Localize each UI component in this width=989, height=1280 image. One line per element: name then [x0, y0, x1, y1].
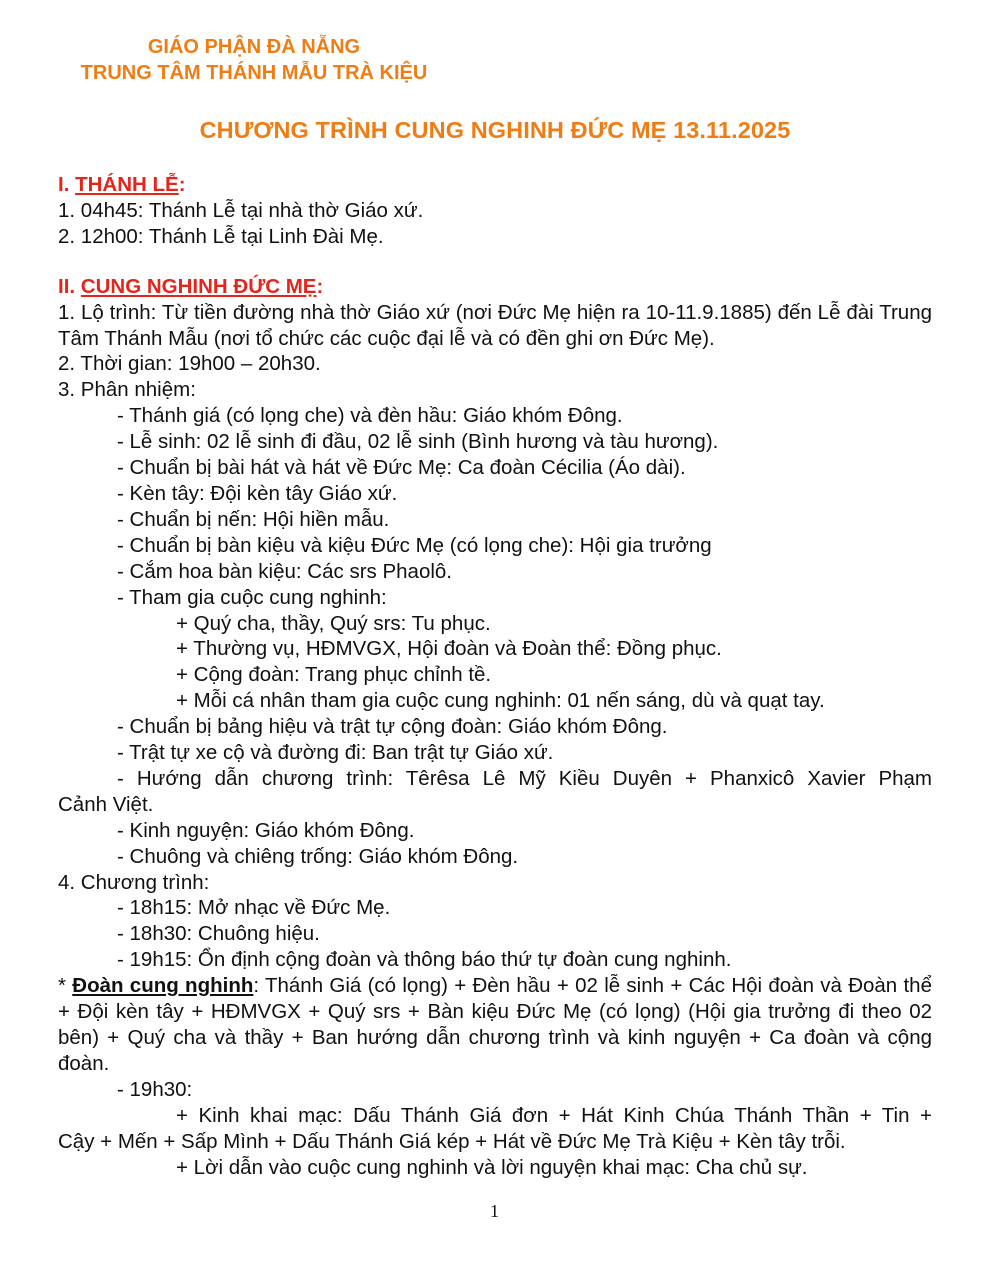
procession-star: *	[58, 974, 73, 998]
assignment-item: - Chuẩn bị bàn kiệu và kiệu Đức Mẹ (có lọng che): Hội gia trưởng	[117, 533, 712, 557]
diocese-name: GIÁO PHẬN ĐÀ NẴNG	[147, 36, 361, 58]
program-item: - 18h30: Chuông hiệu.	[117, 922, 320, 946]
procession-text: : Thánh Giá (có lọng) + Đèn hầu + 02 lễ sinh + Các Hội đoàn và Đoàn thể + Đội kèn tây + HĐMVGX + Quý srs + Bàn kiệu Đức Mẹ (có lọng) (Hội gia trưởng đi theo 02 bên) + Quý cha và thầy + Ban hướng dẫn chương trình và kinh nguyện + Ca đoàn và cộng đoàn.	[58, 974, 932, 1075]
assignment-item: - Cắm hoa bàn kiệu: Các srs Phaolô.	[117, 559, 452, 583]
assignment-item: - Tham gia cuộc cung nghinh:	[117, 585, 387, 609]
section-1-title: THÁNH LỄ	[75, 173, 179, 196]
section-2-colon: :	[316, 274, 324, 298]
assignment-item: - Trật tự xe cộ và đường đi: Ban trật tự Giáo xứ.	[117, 741, 554, 765]
assignment-item: - Chuông và chiêng trống: Giáo khóm Đông.	[117, 844, 519, 868]
participant-item: + Thường vụ, HĐMVGX, Hội đoàn và Đoàn thể: Đồng phục.	[176, 637, 722, 661]
section-2-title: CUNG NGHINH ĐỨC MẸ	[80, 274, 317, 298]
section-1-heading	[58, 172, 932, 198]
assignment-item: - Chuẩn bị bài hát và hát về Đức Mẹ: Ca đoàn Cécilia (Áo dài).	[117, 456, 686, 480]
page-number: 1	[490, 1201, 499, 1221]
assignment-item: - Lễ sinh: 02 lễ sinh đi đầu, 02 lễ sinh (Bình hương và tàu hương).	[117, 430, 719, 454]
assignment-item: - Chuẩn bị nến: Hội hiền mẫu.	[117, 507, 390, 531]
section-1-colon: :	[178, 173, 186, 196]
program-item: - 19h30:	[117, 1077, 193, 1101]
participant-item: + Quý cha, thầy, Quý srs: Tu phục.	[176, 611, 491, 635]
participant-item: + Cộng đoàn: Trang phục chỉnh tề.	[176, 663, 492, 687]
mass-item: 2. 12h00: Thánh Lễ tại Linh Đài Mẹ.	[58, 224, 384, 248]
assignment-label: 3. Phân nhiệm:	[58, 378, 196, 402]
organization-header	[58, 34, 450, 86]
time-line: 2. Thời gian: 19h00 – 20h30.	[58, 352, 321, 376]
mass-item: 1. 04h45: Thánh Lễ tại nhà thờ Giáo xứ.	[58, 198, 424, 222]
program-item: - 18h15: Mở nhạc về Đức Mẹ.	[117, 896, 391, 920]
section-2-heading	[58, 274, 932, 300]
intro-line: + Lời dẫn vào cuộc cung nghinh và lời nguyện khai mạc: Cha chủ sự.	[176, 1155, 808, 1179]
assignment-item: - Thánh giá (có lọng che) và đèn hầu: Giáo khóm Đông.	[117, 404, 623, 428]
document-page	[58, 34, 932, 1180]
assignment-item: - Kinh nguyện: Giáo khóm Đông.	[117, 818, 415, 842]
guide-line-2: Cảnh Việt.	[58, 792, 154, 816]
section-1-number: I.	[58, 173, 76, 196]
program-item: - 19h15: Ổn định cộng đoàn và thông báo thứ tự đoàn cung nghinh.	[117, 948, 732, 972]
opening-line-2: Cậy + Mến + Sấp Mình + Dấu Thánh Giá kép + Hát về Đức Mẹ Trà Kiệu + Kèn tây trỗi.	[58, 1129, 846, 1153]
center-name: TRUNG TÂM THÁNH MẪU TRÀ KIỆU	[80, 62, 428, 84]
assignment-item: - Kèn tây: Đội kèn tây Giáo xứ.	[117, 481, 398, 505]
assignment-item: - Chuẩn bị bảng hiệu và trật tự cộng đoàn: Giáo khóm Đông.	[117, 715, 668, 739]
section-2-number: II.	[58, 274, 81, 298]
participant-item: + Mỗi cá nhân tham gia cuộc cung nghinh: 01 nến sáng, dù và quạt tay.	[176, 689, 825, 713]
route-paragraph: 1. Lộ trình: Từ tiền đường nhà thờ Giáo xứ (nơi Đức Mẹ hiện ra 10-11.9.1885) đến Lễ đài Trung Tâm Thánh Mẫu (nơi tổ chức các cuộc đại lễ và có đền ghi ơn Đức Mẹ).	[58, 300, 932, 350]
guide-line-1: - Hướng dẫn chương trình: Têrêsa Lê Mỹ Kiều Duyên + Phanxicô Xavier Phạm	[117, 766, 932, 790]
program-label: 4. Chương trình:	[58, 870, 210, 894]
opening-line-1: + Kinh khai mạc: Dấu Thánh Giá đơn + Hát Kinh Chúa Thánh Thần + Tin +	[176, 1103, 932, 1127]
document-title: CHƯƠNG TRÌNH CUNG NGHINH ĐỨC MẸ 13.11.2025	[199, 117, 791, 143]
procession-paragraph	[58, 973, 932, 1077]
procession-label: Đoàn cung nghinh	[72, 974, 254, 998]
